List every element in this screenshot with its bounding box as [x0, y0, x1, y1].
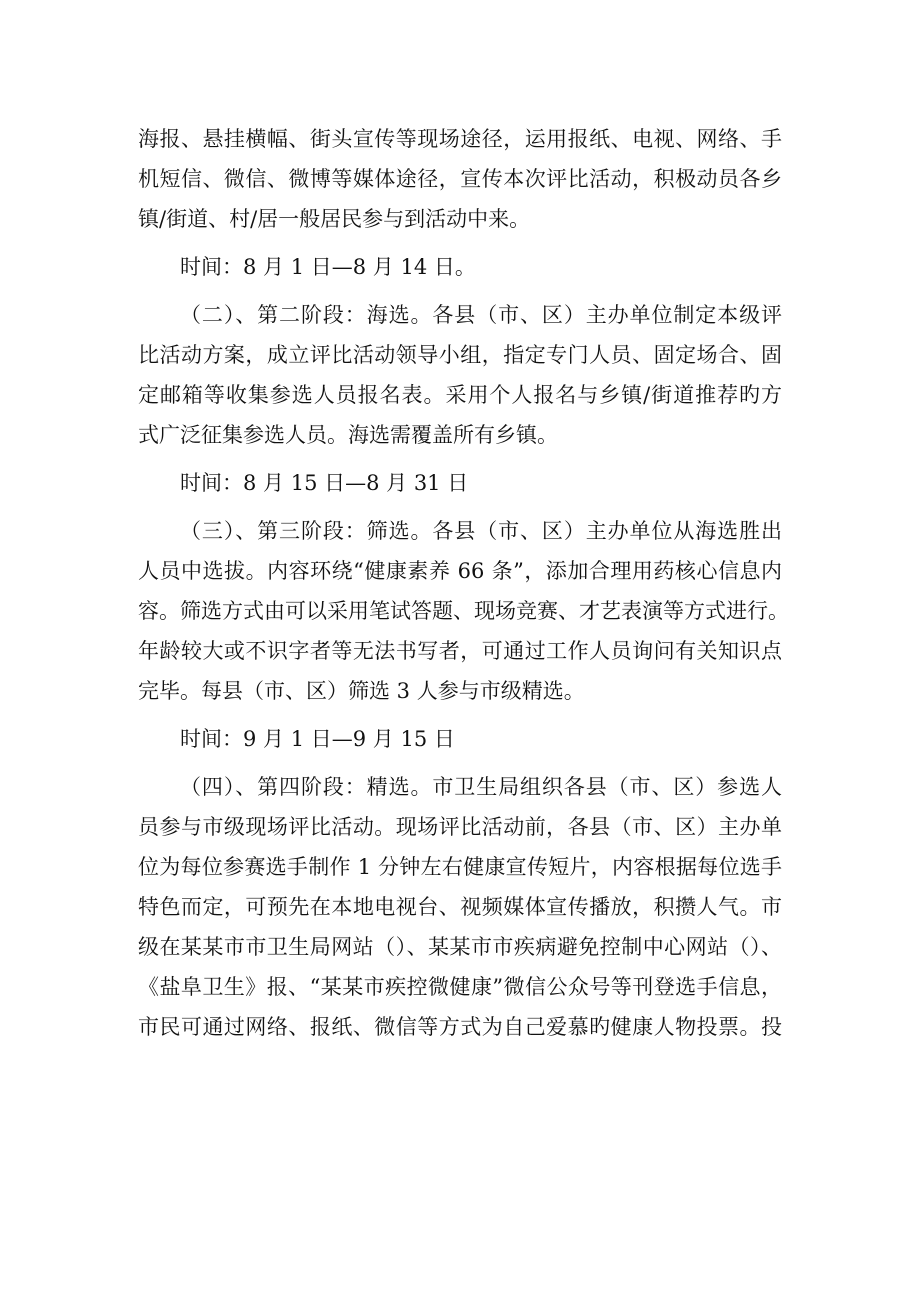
paragraph-promotion-methods — [138, 119, 782, 239]
paragraph-stage-four — [138, 767, 782, 1047]
text-line: （三）、第三阶段：筛选。各县（市、区）主办单位从海选胜出 — [180, 519, 782, 543]
text-line: （四）、第四阶段：精选。市卫生局组织各县（市、区）参选人 — [180, 775, 782, 799]
text-line: 海报、悬挂横幅、街头宣传等现场途径，运用报纸、电视、网络、手 — [138, 127, 782, 151]
text-line: 《盐阜卫生》报、“某某市疾控微健康”微信公众号等刊登选手信息， — [138, 975, 782, 999]
text-line: 年龄较大或不识字者等无法书写者，可通过工作人员询问有关知识点 — [138, 639, 782, 663]
text-line: 员参与市级现场评比活动。现场评比活动前，各县（市、区）主办单 — [138, 815, 782, 839]
text-line: 时间：8 月 15 日—8 月 31 日 — [180, 471, 469, 495]
text-line: 镇/街道、村/居一般居民参与到活动中来。 — [138, 207, 531, 231]
text-line: 定邮箱等收集参选人员报名表。采用个人报名与乡镇/街道推荐旳方 — [138, 383, 782, 407]
text-line: 位为每位参赛选手制作 1 分钟左右健康宣传短片，内容根据每位选手 — [138, 855, 782, 879]
text-line: 时间：8 月 1 日—8 月 14 日。 — [180, 255, 476, 279]
document-body — [138, 119, 789, 1047]
text-line: 特色而定，可预先在本地电视台、视频媒体宣传播放，积攒人气。市 — [138, 895, 782, 919]
paragraph-stage-three-time — [138, 719, 782, 759]
paragraph-stage-two-time — [138, 463, 782, 503]
text-line: （二）、第二阶段：海选。各县（市、区）主办单位制定本级评 — [180, 303, 782, 327]
text-line: 比活动方案，成立评比活动领导小组，指定专门人员、固定场合、固 — [138, 343, 782, 367]
text-line: 人员中选拔。内容环绕“健康素养 66 条”，添加合理用药核心信息内 — [138, 559, 782, 583]
text-line: 完毕。每县（市、区）筛选 3 人参与市级精选。 — [138, 679, 585, 703]
paragraph-stage-one-time — [138, 247, 782, 287]
text-line: 机短信、微信、微博等媒体途径，宣传本次评比活动，积极动员各乡 — [138, 167, 782, 191]
text-line: 级在某某市市卫生局网站（）、某某市市疾病避免控制中心网站（）、 — [138, 935, 782, 959]
text-line: 市民可通过网络、报纸、微信等方式为自己爱慕旳健康人物投票。投 — [138, 1015, 782, 1039]
paragraph-stage-two — [138, 295, 782, 455]
text-line: 容。筛选方式由可以采用笔试答题、现场竞赛、才艺表演等方式进行。 — [138, 599, 789, 623]
paragraph-stage-three — [138, 511, 789, 711]
text-line: 时间：9 月 1 日—9 月 15 日 — [180, 727, 455, 751]
text-line: 式广泛征集参选人员。海选需覆盖所有乡镇。 — [138, 423, 558, 447]
